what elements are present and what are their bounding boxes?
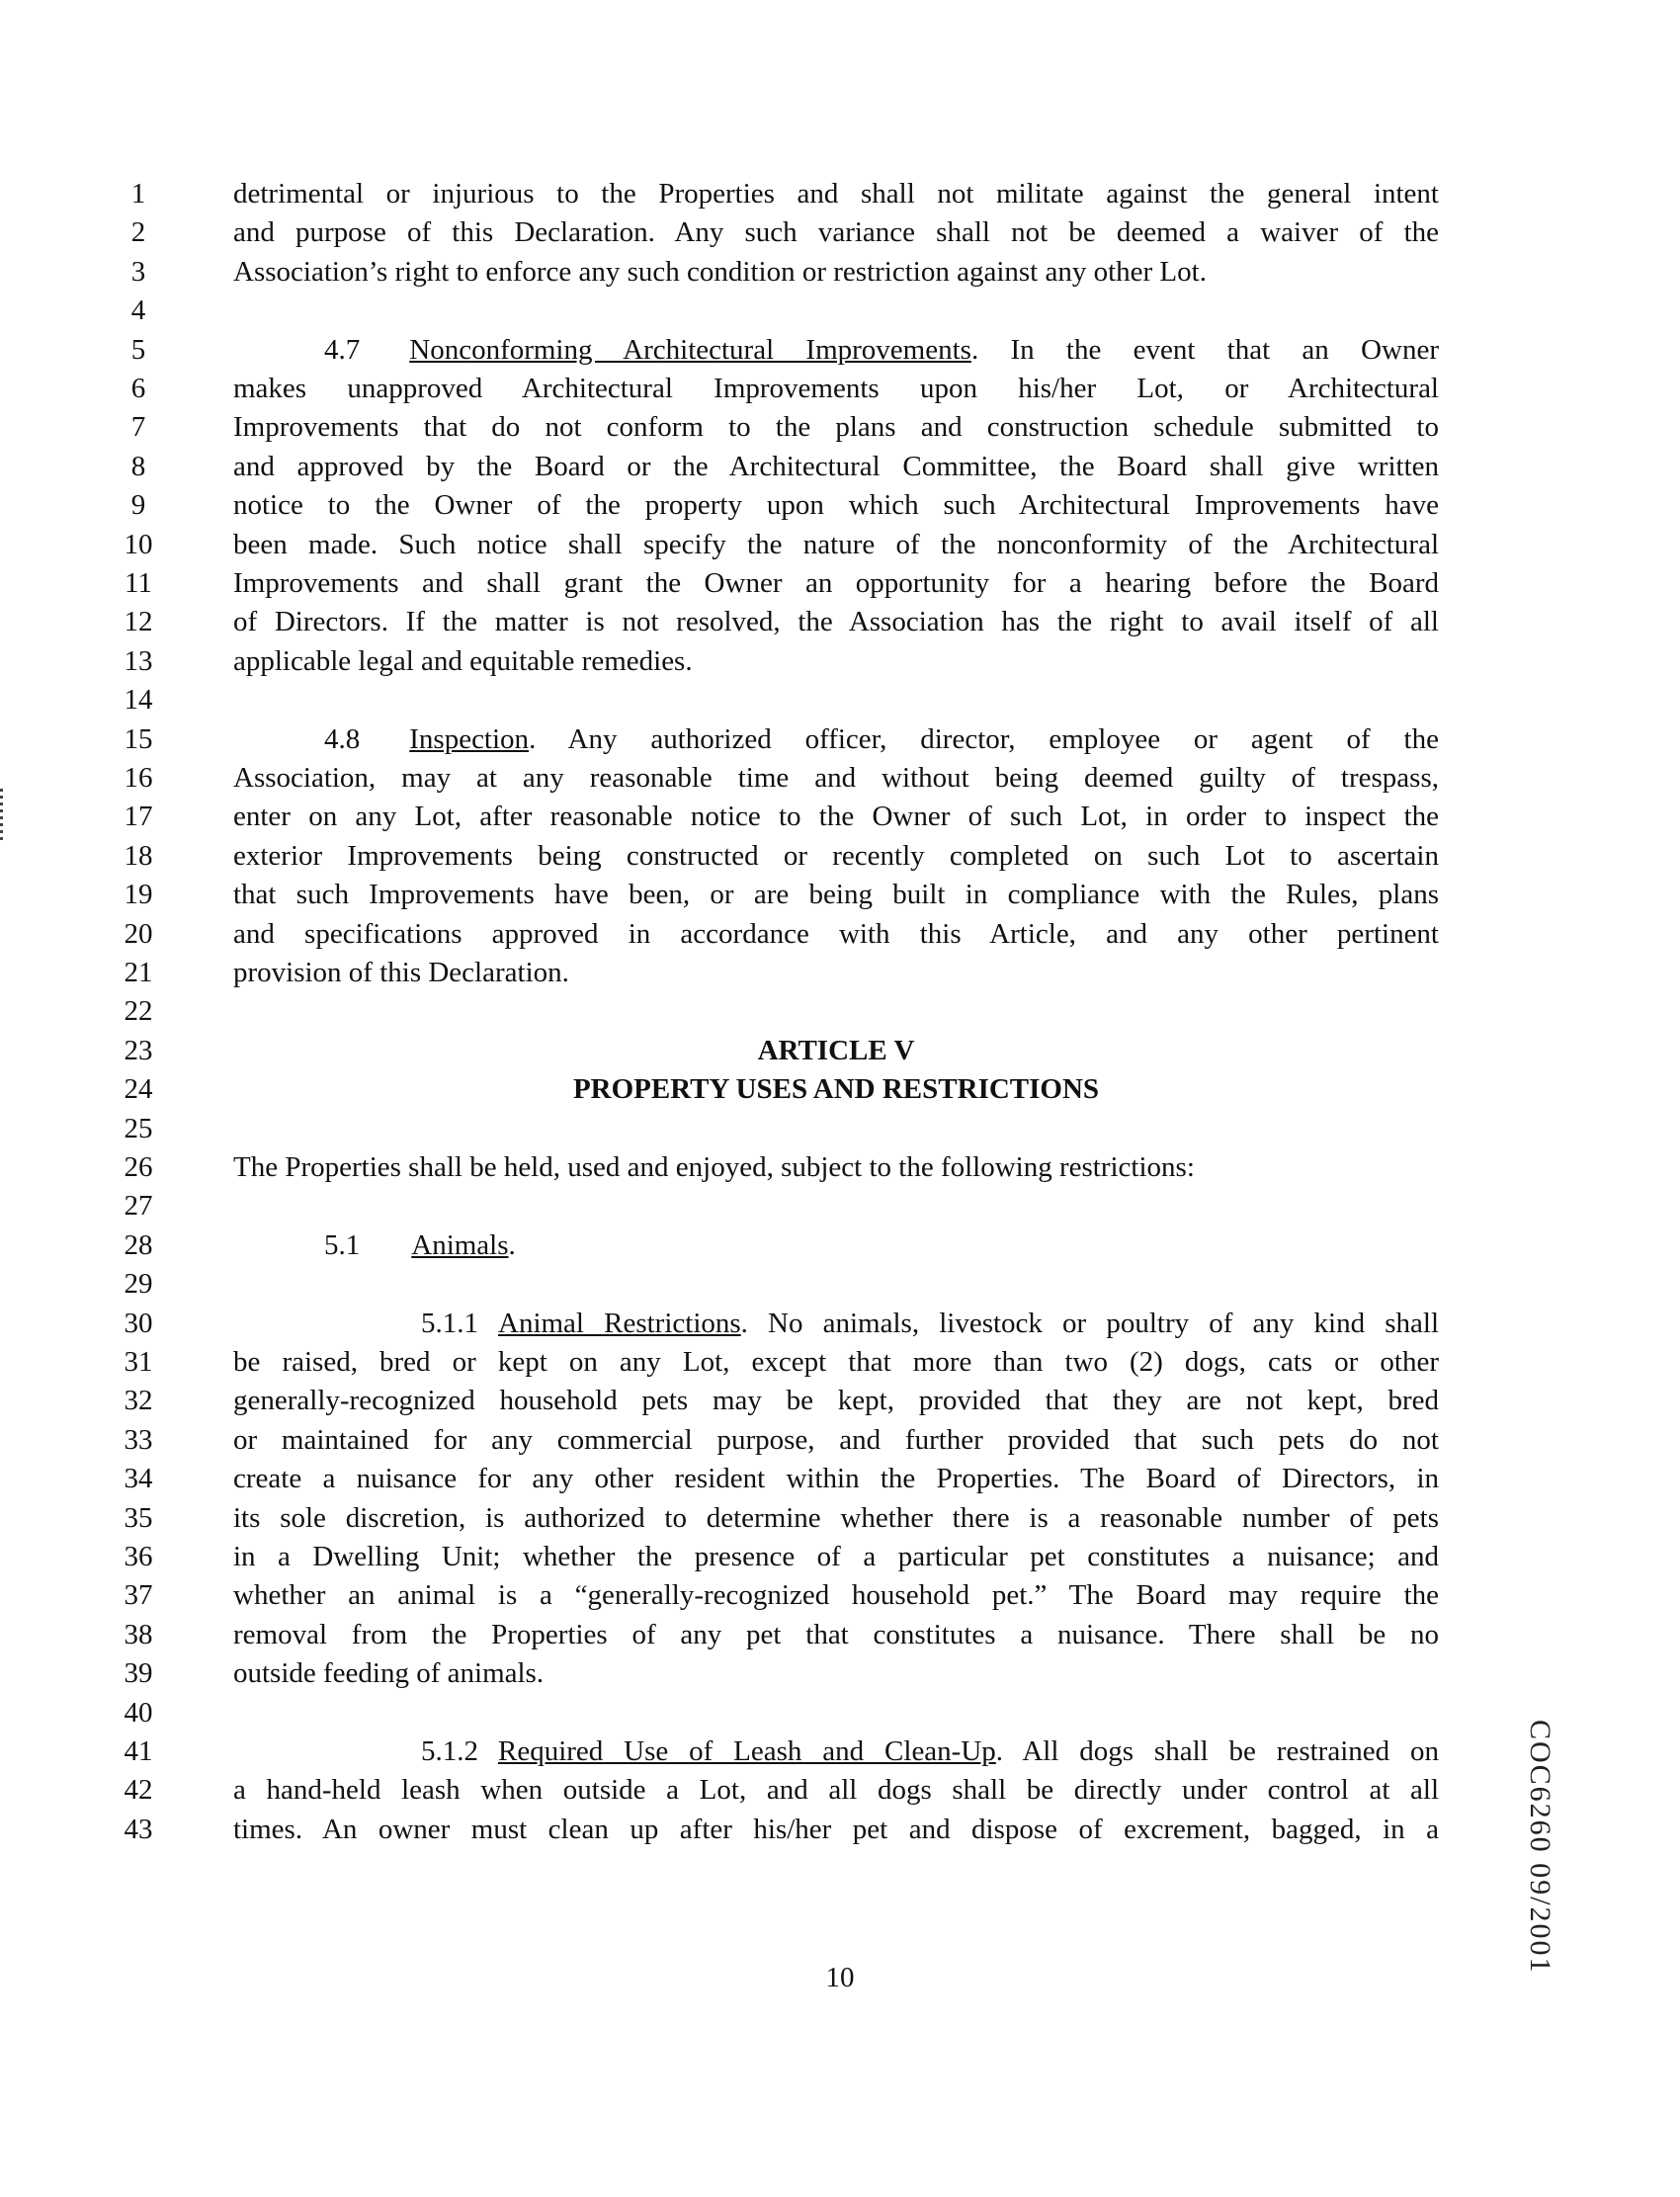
line-number: 33 (124, 1423, 153, 1456)
text-run: or maintained for any commercial purpose, and further provided that such pets do not (233, 1423, 1439, 1456)
line-number: 15 (124, 722, 153, 755)
section-title: Required Use of Leash and Clean-Up (498, 1735, 996, 1767)
text-run: . No animals, livestock or poultry of any kind shall (740, 1307, 1439, 1339)
text-line (233, 526, 1439, 564)
text-line (233, 370, 1439, 408)
text-line (233, 486, 1439, 525)
line-number: 3 (130, 255, 146, 288)
line-number: 19 (124, 879, 153, 911)
line-number: 1 (130, 178, 146, 210)
text-line (233, 1538, 1439, 1576)
text-run: generally-recognized household pets may be kept, provided that they are not kept, bred (233, 1385, 1439, 1417)
text-line (233, 1576, 1439, 1615)
line-number: 14 (124, 684, 153, 717)
section-title: Inspection (409, 722, 530, 755)
line-number: 22 (124, 995, 153, 1028)
text-run: Improvements that do not conform to the plans and construction schedule submitted to (233, 411, 1439, 444)
line-number: 11 (125, 567, 152, 599)
text-run: 4.7 (324, 333, 361, 366)
text-line (233, 759, 1439, 798)
text-line (233, 213, 1439, 252)
text-line (233, 915, 1439, 954)
text-line (233, 564, 1439, 603)
text-run: a hand-held leash when outside a Lot, and all dogs shall be directly under control at all (233, 1774, 1439, 1807)
line-number: 30 (124, 1307, 153, 1339)
line-number: 6 (130, 373, 146, 404)
text-line (233, 1460, 1439, 1498)
text-line (233, 1148, 1439, 1187)
line-number: 4 (130, 295, 146, 327)
line-number: 8 (130, 450, 146, 482)
text-run: Association’s right to enforce any such condition or restriction against any other Lot. (233, 255, 1207, 288)
line-number: 39 (124, 1657, 153, 1690)
text-run: times. An owner must clean up after his/her pet and dispose of excrement, bagged, in a (233, 1813, 1439, 1845)
text-line (233, 175, 1439, 213)
text-line (421, 1305, 1439, 1343)
line-number: 38 (124, 1618, 153, 1650)
line-number: 27 (124, 1190, 153, 1223)
text-line (233, 253, 1439, 292)
text-run: its sole discretion, is authorized to determine whether there is a reasonable number of pets (233, 1501, 1439, 1534)
line-number: 10 (124, 528, 153, 560)
line-number: 16 (124, 762, 153, 794)
section-title: Animal Restrictions (498, 1307, 741, 1339)
text-run: and approved by the Board or the Architectural Committee, the Board shall give written (233, 450, 1439, 482)
text-line (324, 720, 1439, 759)
article-heading (233, 1070, 1439, 1109)
line-number: 2 (130, 216, 146, 249)
text-run: ARTICLE V (757, 1034, 915, 1066)
text-run: makes unapproved Architectural Improvements upon his/her Lot, or Architectural (233, 373, 1439, 404)
text-run: be raised, bred or kept on any Lot, except that more than two (2) dogs, cats or other (233, 1346, 1439, 1378)
text-run: and purpose of this Declaration. Any such variance shall not be deemed a waiver of the (233, 216, 1439, 249)
text-run: The Properties shall be held, used and enjoyed, subject to the following restrictions: (233, 1151, 1195, 1183)
text-line (233, 1771, 1439, 1810)
bates-stamp: COC6260 09/2001 (1524, 1720, 1556, 1975)
text-line (233, 1382, 1439, 1420)
text-run: create a nuisance for any other resident within the Properties. The Board of Directors, in (233, 1463, 1439, 1495)
line-number: 5 (130, 333, 146, 366)
page-number: 10 (825, 1962, 855, 1993)
text-run: enter on any Lot, after reasonable notice to the Owner of such Lot, in order to inspect the (233, 801, 1439, 833)
text-line (233, 1421, 1439, 1460)
text-run: Association, may at any reasonable time and without being deemed guilty of trespass, (233, 762, 1439, 794)
line-number: 23 (124, 1034, 153, 1066)
line-number: 41 (124, 1735, 153, 1767)
text-line (233, 642, 1439, 681)
text-line (324, 1226, 1439, 1265)
line-number: 12 (124, 606, 153, 638)
section-title: Nonconforming Architectural Improvements (409, 333, 971, 366)
line-number: 31 (124, 1346, 153, 1378)
text-run: . (508, 1228, 516, 1261)
text-line (233, 603, 1439, 641)
line-number: 37 (124, 1579, 153, 1612)
text-run: PROPERTY USES AND RESTRICTIONS (572, 1073, 1100, 1106)
line-number: 43 (124, 1813, 153, 1845)
line-number: 36 (124, 1541, 153, 1572)
text-run: 5.1.2 (421, 1735, 478, 1767)
line-number: 21 (124, 957, 153, 988)
text-line (233, 1616, 1439, 1654)
text-line (233, 798, 1439, 836)
line-number: 32 (124, 1385, 153, 1417)
text-line (421, 1732, 1439, 1771)
text-run: notice to the Owner of the property upon which such Architectural Improvements have (233, 489, 1439, 522)
text-run: . Any authorized officer, director, employee or agent of the (529, 722, 1439, 755)
text-line (233, 1343, 1439, 1382)
article-heading (233, 1032, 1439, 1070)
text-line (324, 331, 1439, 370)
text-run: . In the event that an Owner (970, 333, 1439, 366)
text-run: 4.8 (324, 722, 361, 755)
line-number: 20 (124, 917, 153, 950)
line-number: 24 (124, 1073, 153, 1106)
line-number: 35 (124, 1501, 153, 1534)
line-number: 7 (130, 411, 146, 444)
text-run: removal from the Properties of any pet that constitutes a nuisance. There shall be no (233, 1618, 1439, 1650)
section-title: Animals (411, 1228, 509, 1261)
text-run: provision of this Declaration. (233, 957, 569, 988)
text-line (233, 876, 1439, 914)
line-number: 40 (124, 1696, 153, 1729)
text-run: whether an animal is a “generally-recognized household pet.” The Board may require the (233, 1579, 1439, 1612)
text-run: exterior Improvements being constructed or recently completed on such Lot to ascertain (233, 839, 1439, 872)
text-run: in a Dwelling Unit; whether the presence of a particular pet constitutes a nuisance; and (233, 1541, 1439, 1572)
line-number: 17 (124, 801, 153, 833)
line-number: 28 (124, 1228, 153, 1261)
line-number: 13 (124, 644, 153, 677)
text-line (233, 954, 1439, 992)
line-number: 25 (124, 1112, 153, 1144)
text-run: that such Improvements have been, or are being built in compliance with the Rules, plans (233, 879, 1439, 911)
text-run: 5.1 (324, 1228, 361, 1261)
text-run: . All dogs shall be restrained on (995, 1735, 1440, 1767)
text-line (233, 1654, 1439, 1693)
line-number: 42 (124, 1774, 153, 1807)
text-line (233, 408, 1439, 447)
text-line (233, 1811, 1439, 1849)
line-number: 9 (130, 489, 146, 522)
text-run: been made. Such notice shall specify the nature of the nonconformity of the Architectural (233, 528, 1439, 560)
text-run: Improvements and shall grant the Owner an opportunity for a hearing before the Board (233, 567, 1439, 599)
line-number: 26 (124, 1151, 153, 1183)
line-number: 34 (124, 1463, 153, 1495)
text-run: and specifications approved in accordance with this Article, and any other pertinent (233, 917, 1439, 950)
line-number: 18 (124, 839, 153, 872)
text-run: of Directors. If the matter is not resolved, the Association has the right to avail itself of all (233, 606, 1439, 638)
text-line (233, 837, 1439, 876)
text-run: applicable legal and equitable remedies. (233, 644, 693, 677)
text-line (233, 1499, 1439, 1538)
text-run: detrimental or injurious to the Properties and shall not militate against the general intent (233, 178, 1439, 210)
scan-edge-mark (0, 789, 3, 840)
text-run: 5.1.1 (421, 1307, 478, 1339)
text-line (233, 448, 1439, 486)
line-number: 29 (124, 1268, 153, 1301)
text-run: outside feeding of animals. (233, 1657, 545, 1690)
